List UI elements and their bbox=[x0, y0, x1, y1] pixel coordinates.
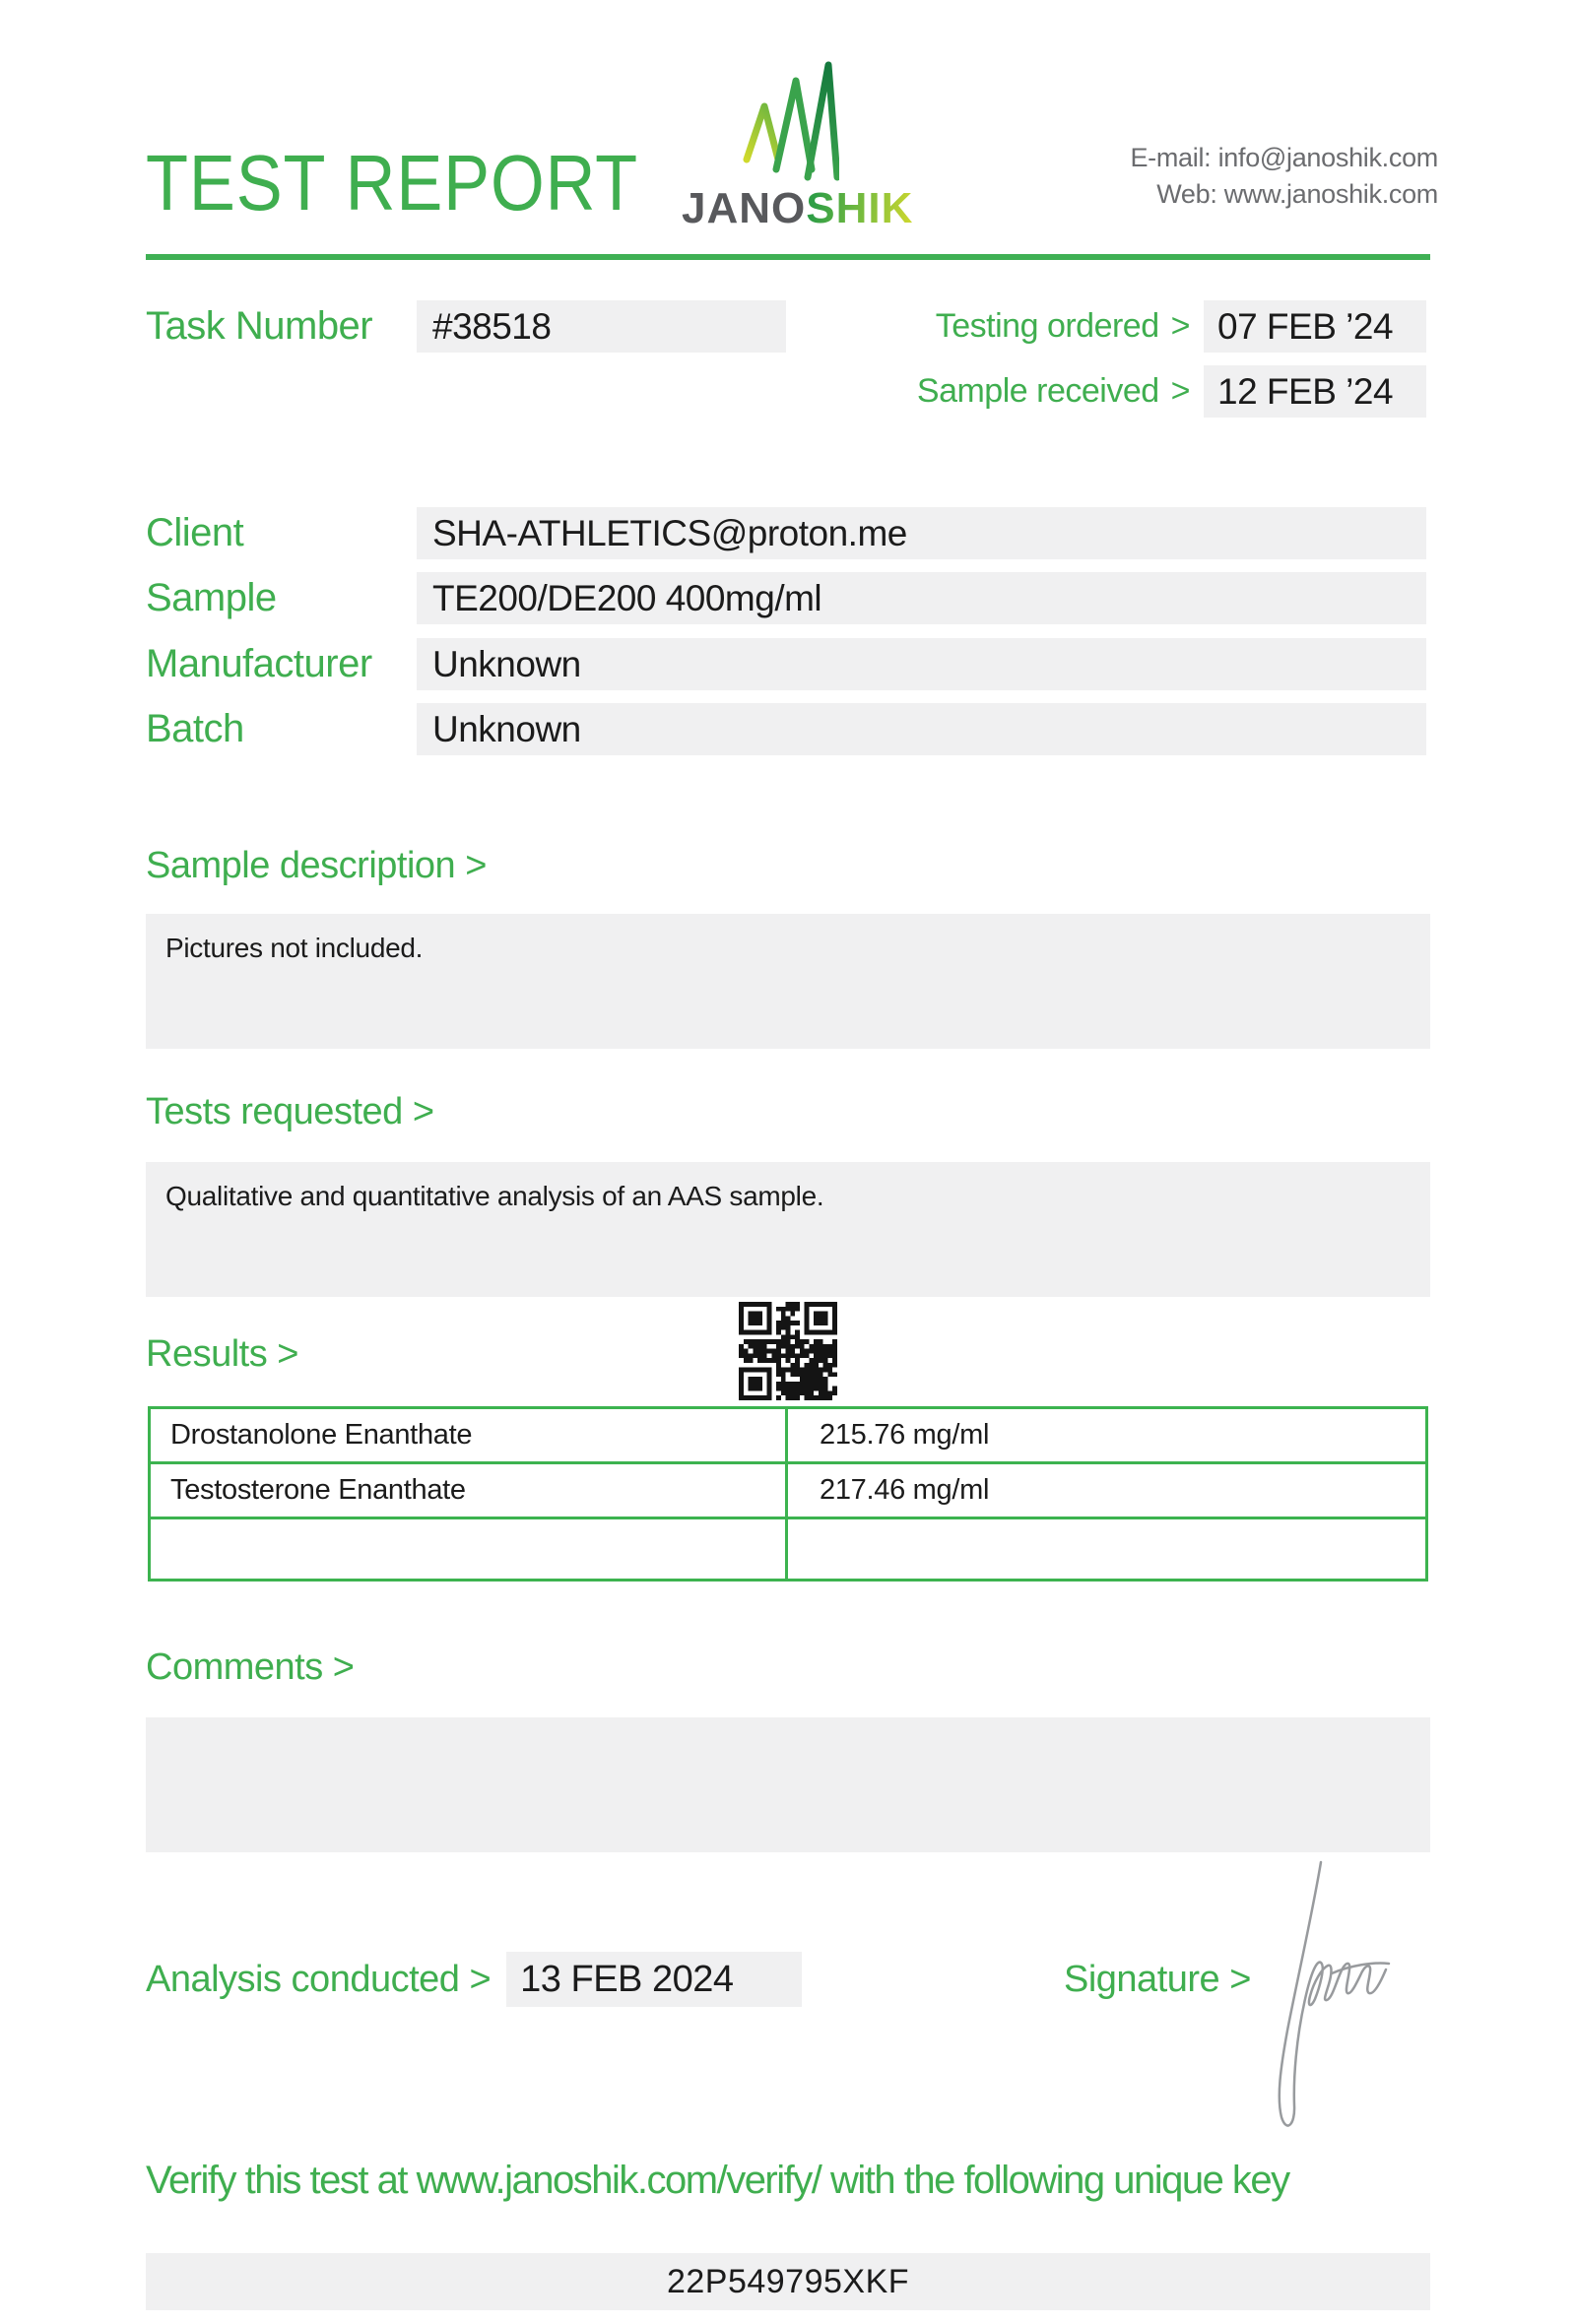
table-row bbox=[151, 1409, 1425, 1461]
sample-received-label: Sample received bbox=[916, 372, 1159, 410]
logo-text-shik: SHIK bbox=[806, 184, 914, 232]
sample-description-text: Pictures not included. bbox=[165, 933, 424, 963]
signature-image bbox=[1261, 1856, 1399, 2142]
field-label-manufacturer: Manufacturer bbox=[146, 642, 372, 685]
field-value-client: SHA-ATHLETICS@proton.me bbox=[417, 507, 1426, 559]
sample-description-heading: Sample description > bbox=[146, 845, 487, 886]
contact-info bbox=[1130, 140, 1438, 213]
tests-requested-box bbox=[146, 1162, 1430, 1297]
arrow-icon: > bbox=[1170, 372, 1190, 410]
testing-ordered-label: Testing ordered bbox=[935, 307, 1159, 345]
testing-ordered-value: 07 FEB ’24 bbox=[1204, 300, 1426, 353]
comments-heading: Comments > bbox=[146, 1646, 355, 1688]
field-value-sample: TE200/DE200 400mg/ml bbox=[417, 572, 1426, 624]
comments-box bbox=[146, 1717, 1430, 1852]
sample-received-row bbox=[886, 365, 1426, 418]
substance-cell: Drostanolone Enanthate bbox=[151, 1409, 788, 1461]
logo-text-jano: JANO bbox=[682, 184, 807, 232]
chart-peaks-icon bbox=[737, 59, 839, 183]
report-title: TEST REPORT bbox=[146, 139, 638, 226]
header-divider bbox=[146, 254, 1430, 260]
amount-cell bbox=[788, 1519, 1425, 1579]
arrow-icon: > bbox=[1170, 307, 1190, 345]
signature-label: Signature > bbox=[1064, 1958, 1251, 2000]
web-line: Web: www.janoshik.com bbox=[1156, 179, 1438, 209]
task-number-label: Task Number bbox=[146, 304, 373, 348]
results-heading: Results > bbox=[146, 1333, 298, 1375]
analysis-conducted-label: Analysis conducted > bbox=[146, 1958, 492, 2000]
tests-requested-heading: Tests requested > bbox=[146, 1091, 434, 1132]
unique-key-value: 22P549795XKF bbox=[666, 2262, 910, 2300]
task-number-value: #38518 bbox=[417, 300, 786, 353]
qr-code bbox=[739, 1302, 837, 1400]
sample-received-value: 12 FEB ’24 bbox=[1204, 365, 1426, 418]
field-label-client: Client bbox=[146, 511, 244, 554]
substance-cell bbox=[151, 1519, 788, 1579]
table-row bbox=[151, 1517, 1425, 1579]
verify-heading: Verify this test at www.janoshik.com/verify/ with the following unique key bbox=[146, 2159, 1289, 2202]
field-label-batch: Batch bbox=[146, 707, 244, 750]
testing-ordered-row bbox=[886, 300, 1426, 353]
results-table bbox=[148, 1406, 1428, 1582]
tests-requested-text: Qualitative and quantitative analysis of an AAS sample. bbox=[165, 1181, 824, 1211]
analysis-conducted-row bbox=[146, 1952, 802, 2007]
field-label-sample: Sample bbox=[146, 576, 277, 619]
logo-wordmark bbox=[682, 184, 914, 232]
field-value-batch: Unknown bbox=[417, 703, 1426, 755]
amount-cell: 217.46 mg/ml bbox=[820, 1474, 990, 1506]
substance-cell: Testosterone Enanthate bbox=[151, 1464, 788, 1517]
unique-key-box bbox=[146, 2253, 1430, 2310]
amount-cell: 215.76 mg/ml bbox=[820, 1419, 990, 1451]
field-value-manufacturer: Unknown bbox=[417, 638, 1426, 690]
sample-description-box bbox=[146, 914, 1430, 1049]
email-line: E-mail: info@janoshik.com bbox=[1130, 143, 1438, 172]
table-row bbox=[151, 1461, 1425, 1517]
analysis-date-value: 13 FEB 2024 bbox=[506, 1952, 802, 2007]
